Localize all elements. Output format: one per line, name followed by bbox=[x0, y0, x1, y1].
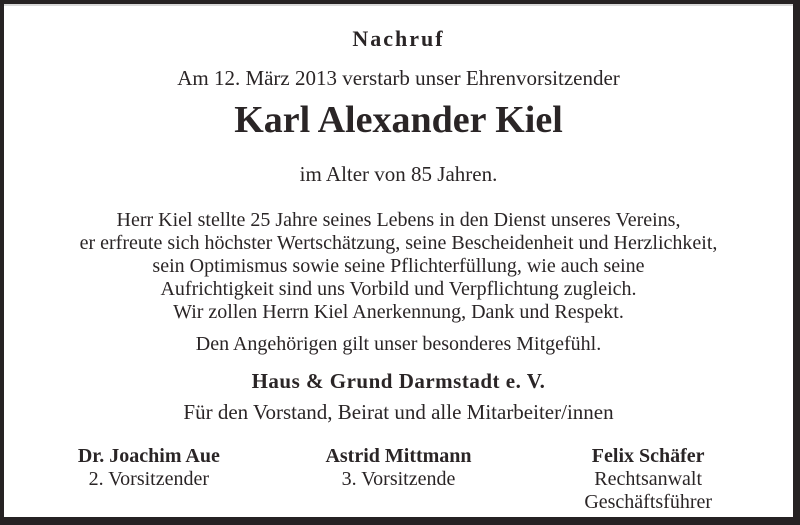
signatory-name: Dr. Joachim Aue bbox=[77, 445, 220, 467]
signatory-role: Geschäftsführer bbox=[584, 491, 713, 513]
signatory-2 bbox=[274, 445, 524, 514]
deceased-name: Karl Alexander Kiel bbox=[234, 99, 563, 141]
organization-name: Haus & Grund Darmstadt e. V. bbox=[251, 369, 546, 393]
signatory-role: 2. Vorsitzender bbox=[88, 468, 210, 490]
signatory-role: 3. Vorsitzende bbox=[341, 468, 456, 490]
signatory-name: Felix Schäfer bbox=[591, 445, 705, 467]
tribute-line-4: Aufrichtigkeit sind uns Vorbild und Verpflichtung zugleich. bbox=[160, 278, 637, 300]
signatory-3 bbox=[523, 445, 773, 514]
tribute-line-5: Wir zollen Herrn Kiel Anerkennung, Dank und Respekt. bbox=[173, 301, 624, 323]
on-behalf-line: Für den Vorstand, Beirat und alle Mitarbeiter/innen bbox=[183, 400, 614, 424]
age-line: im Alter von 85 Jahren. bbox=[299, 162, 498, 186]
tribute-paragraph bbox=[4, 209, 793, 324]
signatory-1 bbox=[24, 445, 274, 514]
signatories-row bbox=[4, 445, 793, 514]
tribute-line-1: Herr Kiel stellte 25 Jahre seines Lebens in den Dienst unseres Vereins, bbox=[116, 209, 681, 231]
condolence-line: Den Angehörigen gilt unser besonderes Mitgefühl. bbox=[195, 333, 602, 355]
signatory-name: Astrid Mittmann bbox=[325, 445, 472, 467]
notice-type-heading: Nachruf bbox=[352, 26, 445, 51]
tribute-line-3: sein Optimismus sowie seine Pflichterfüllung, wie auch seine bbox=[152, 255, 645, 277]
signatory-role: Rechtsanwalt bbox=[594, 468, 703, 490]
tribute-line-2: er erfreute sich höchster Wertschätzung, seine Bescheidenheit und Herzlichkeit, bbox=[79, 232, 718, 254]
death-announcement-line: Am 12. März 2013 verstarb unser Ehrenvorsitzender bbox=[177, 66, 620, 90]
